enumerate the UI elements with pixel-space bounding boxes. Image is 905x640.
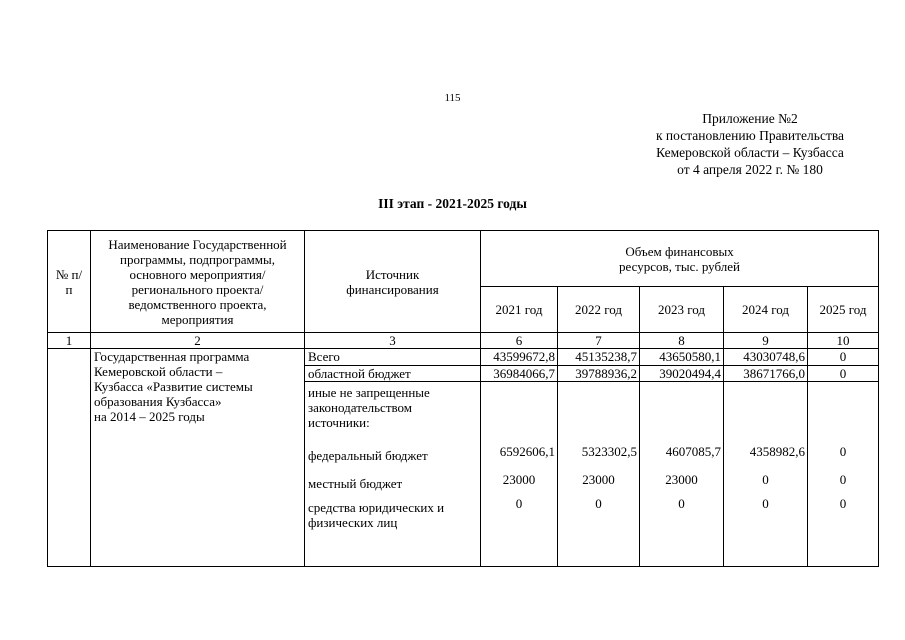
value-cell: 0 [515,496,523,511]
source-local: местный бюджет [308,476,403,491]
header-volume: Объем финансовых ресурсов, тыс. рублей [481,231,879,287]
page-number: 115 [444,92,461,104]
column-number: 6 [481,333,558,349]
column-number: 8 [640,333,724,349]
column-number: 3 [305,333,481,349]
value-cell: 0 [762,472,769,487]
values-2022 [558,382,640,567]
financing-table [47,230,879,567]
program-name-line: на 2014 – 2025 годы [94,409,205,424]
header-year: 2022 год [558,287,640,333]
header-source: Источник финансирования [305,231,481,333]
header-name: Наименование Государственной программы, подпрограммы, основного мероприятия/регионального проекта/ведомственного проекта, мероприятия [91,231,305,333]
stage-title: III этап - 2021-2025 годы [378,196,527,211]
header-year: 2023 год [640,287,724,333]
source-legal-line: физических лиц [308,515,398,530]
program-name-line: Кузбасса «Развитие системы [94,379,253,394]
source-other-line: законодательством [308,400,413,415]
source-other-line: иные не запрещенные [308,385,430,400]
value-cell: 23000 [502,472,536,487]
values-2023 [640,382,724,567]
values-2021 [481,382,558,567]
values-2025 [808,382,879,567]
column-number: 7 [558,333,640,349]
column-number: 1 [48,333,91,349]
value-cell: 0 [762,496,769,511]
appendix-line: от 4 апреля 2022 г. № 180 [677,162,823,177]
column-number: 9 [724,333,808,349]
value-cell: 45135238,7 [558,349,640,366]
value-cell: 39020494,4 [640,366,724,382]
source-other-cell [305,382,481,567]
value-cell: 23000 [665,472,698,487]
value-cell: 0 [678,496,685,511]
value-cell: 23000 [582,472,615,487]
source-other-line: источники: [308,415,370,430]
values-2024 [724,382,808,567]
value-cell: 39788936,2 [558,366,640,382]
value-cell: 0 [839,444,847,459]
program-name-line: Государственная программа [94,349,250,364]
value-cell: 0 [808,349,879,366]
source-total: Всего [305,349,481,366]
appendix-line: Кемеровской области – Кузбасса [656,145,844,160]
header-year: 2024 год [724,287,808,333]
header-year: 2025 год [808,287,879,333]
value-cell: 0 [808,366,879,382]
appendix-block [620,110,880,178]
value-cell: 4607085,7 [665,444,721,459]
header-num: № п/п [48,231,91,333]
value-cell: 43599672,8 [481,349,558,366]
source-regional: областной бюджет [305,366,481,382]
column-number: 2 [91,333,305,349]
program-name-line: Кемеровской области – [94,364,223,379]
value-cell: 6592606,1 [499,444,555,459]
value-cell: 0 [595,496,602,511]
value-cell: 43030748,6 [724,349,808,366]
program-name [91,349,305,567]
source-federal: федеральный бюджет [308,448,428,463]
value-cell: 36984066,7 [481,366,558,382]
program-num [48,349,91,567]
value-cell: 5323302,5 [581,444,637,459]
value-cell: 38671766,0 [724,366,808,382]
value-cell: 43650580,1 [640,349,724,366]
value-cell: 0 [839,472,847,487]
value-cell: 0 [839,496,847,511]
program-name-line: образования Кузбасса» [94,394,222,409]
appendix-line: к постановлению Правительства [655,128,845,143]
header-year: 2021 год [481,287,558,333]
source-legal-line: средства юридических и [308,500,445,515]
appendix-line: Приложение №2 [702,111,798,126]
column-number: 10 [808,333,879,349]
value-cell: 4358982,6 [749,444,805,459]
